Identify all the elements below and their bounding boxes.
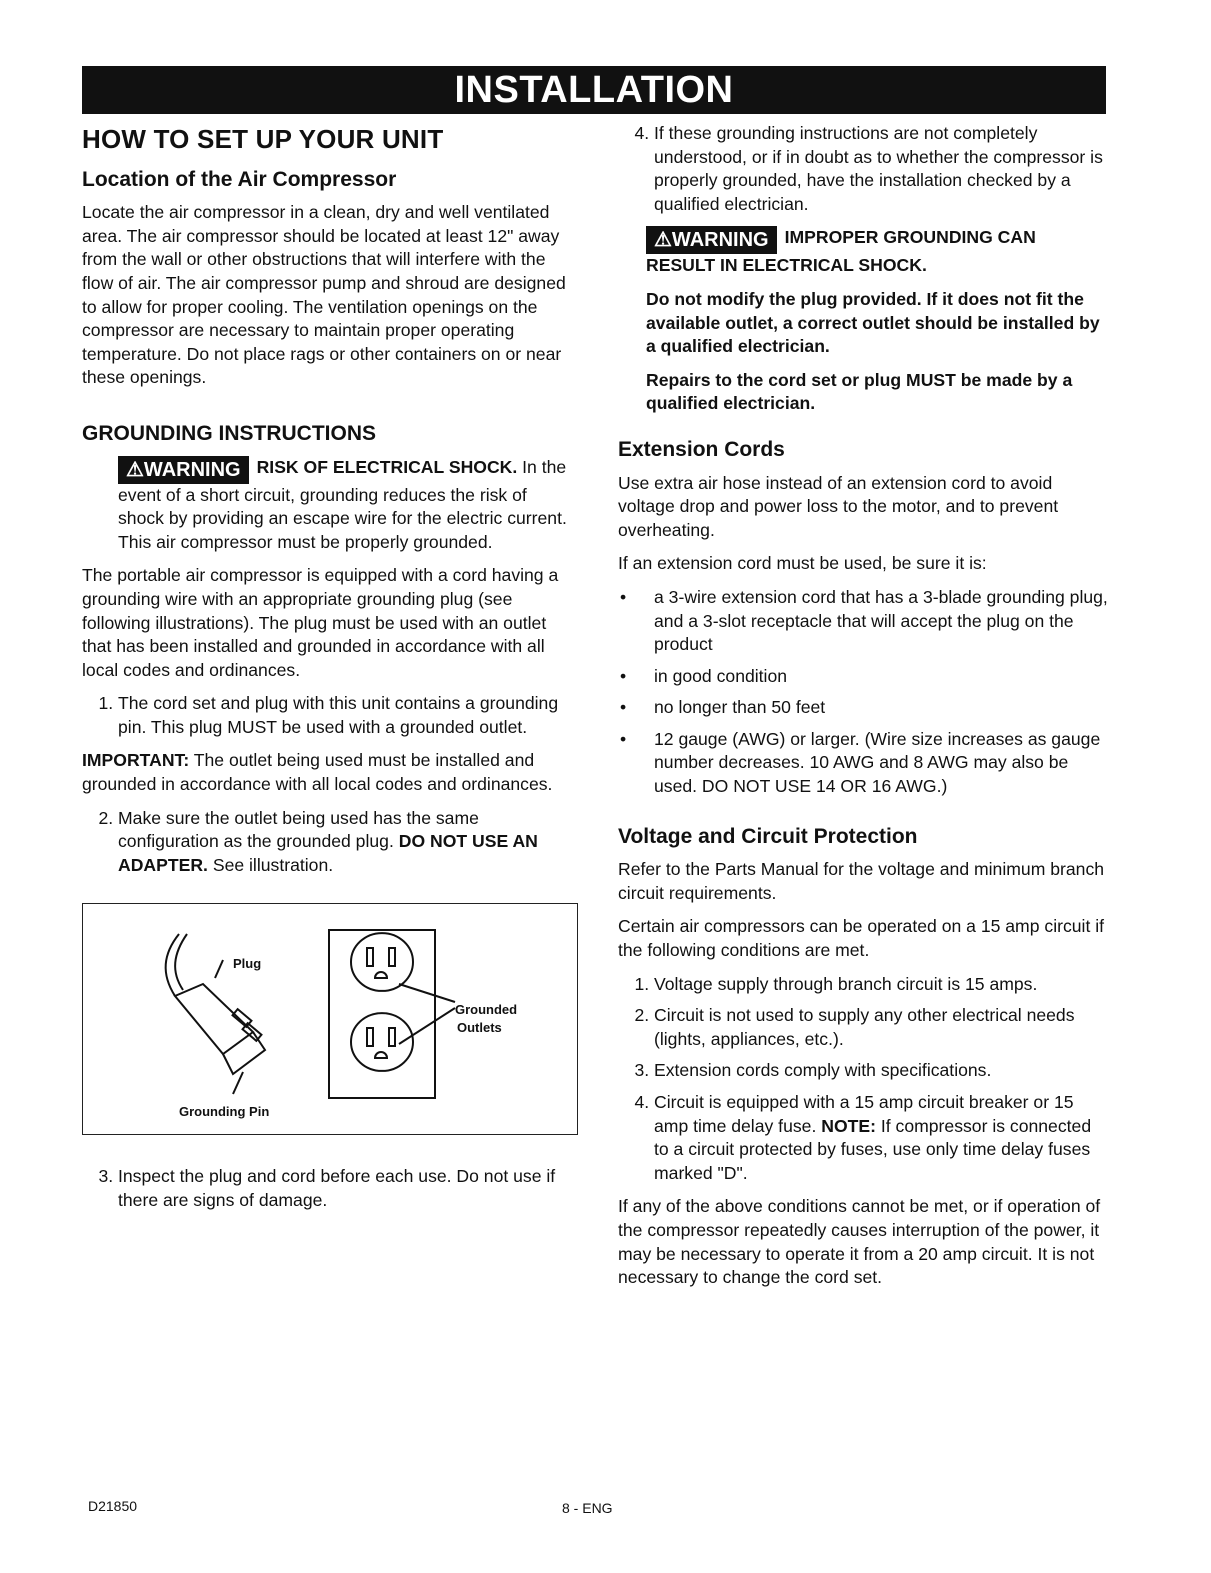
- grounding-pin-label: Grounding Pin: [179, 1104, 270, 1120]
- outlets-label-2: Outlets: [457, 1020, 502, 1036]
- voltage-list: [618, 973, 1108, 1186]
- item2-tail: See illustration.: [212, 854, 334, 875]
- extension-text-1: Use extra air hose instead of an extension cord to avoid voltage drop and power loss to the motor, and to prevent overheating.: [618, 472, 1059, 540]
- grounding-list-3: [82, 1165, 576, 1212]
- item2-text: Make sure the outlet being used has the same configuration as the grounded plug.: [118, 807, 479, 852]
- list-item: 1. The cord set and plug with this unit contains a grounding pin. This plug MUST be used with a grounded outlet.: [118, 692, 576, 739]
- right-column: [618, 122, 1108, 1300]
- grounding-heading: GROUNDING INSTRUCTIONS: [82, 421, 376, 445]
- list-item: [118, 807, 576, 878]
- list-item: • a 3-wire extension cord that has a 3-blade grounding plug, and a 3-slot receptacle that will accept the plug on the product: [654, 586, 1108, 657]
- extension-bullets: [618, 586, 1108, 799]
- note-label: NOTE:: [821, 1115, 876, 1136]
- grounding-list-4: [618, 122, 1108, 216]
- warning-improper-grounding: [646, 226, 1108, 416]
- warning-paragraph-1: Do not modify the plug provided. If it does not fit the available outlet, a correct outlet should be installed by a qualified electrician.: [646, 288, 1100, 357]
- plug-label: Plug: [233, 956, 262, 972]
- volt-item4-text: Circuit is equipped with a 15 amp circuit breaker or 15 amp time delay fuse.: [654, 1092, 1074, 1136]
- list-item: 3. Inspect the plug and cord before each use. Do not use if there are signs of damage.: [118, 1165, 576, 1212]
- page-title: HOW TO SET UP YOUR UNIT: [82, 124, 444, 154]
- plug-outlet-illustration: [82, 903, 578, 1135]
- list-item: • 12 gauge (AWG) or larger. (Wire size increases as gauge number decreases. 10 AWG and 8 AWG may also be used. DO NOT USE 14 OR 16 AWG.): [654, 728, 1108, 799]
- list-item: • in good condition: [654, 665, 1108, 689]
- list-item: 4. If these grounding instructions are not completely understood, or if in doubt as to whether the compressor is properly grounded, have the installation checked by a qualified electrician.: [654, 122, 1108, 216]
- important-label: IMPORTANT:: [82, 750, 190, 771]
- important-text: The outlet being used must be installed and grounded in accordance with all local codes and ordinances.: [82, 750, 553, 795]
- voltage-text-1: Refer to the Parts Manual for the voltage and minimum branch circuit requirements.: [618, 859, 1105, 903]
- extension-heading: Extension Cords: [618, 437, 785, 461]
- grounding-list-2: [82, 807, 576, 878]
- item2-bold: DO NOT USE AN ADAPTER.: [118, 831, 538, 875]
- volt-item4-note-text: If compressor is connected to a circuit protected by fuses, use only time delay fuses marked "D".: [654, 1115, 1092, 1183]
- warning-heading: IMPROPER GROUNDING CAN RESULT IN ELECTRICAL SHOCK.: [646, 227, 1036, 276]
- warning-badge: ⚠WARNING: [646, 226, 777, 254]
- list-item: 3. Extension cords comply with specifications.: [654, 1059, 1108, 1083]
- outlets-label-1: Grounded: [455, 1002, 518, 1018]
- voltage-heading: Voltage and Circuit Protection: [618, 824, 918, 848]
- warning-text: In the event of a short circuit, grounding reduces the risk of shock by providing an escape wire for the electric current. This air compressor must be properly grounded.: [118, 456, 567, 552]
- location-heading: Location of the Air Compressor: [82, 167, 397, 191]
- page-number: 8 - ENG: [562, 1500, 613, 1516]
- list-item: [654, 1091, 1108, 1185]
- warning-heading: RISK OF ELECTRICAL SHOCK.: [256, 456, 518, 477]
- left-column: [82, 122, 576, 1223]
- voltage-text-2: Certain air compressors can be operated on a 15 amp circuit if the following conditions are met.: [618, 916, 1105, 961]
- warning-paragraph-2: Repairs to the cord set or plug MUST be made by a qualified electrician.: [646, 369, 1073, 414]
- list-item: • no longer than 50 feet: [654, 696, 1108, 720]
- voltage-text-3: If any of the above conditions cannot be met, or if operation of the compressor repeatedly causes interruption of the power, it may be necessary to operate it from a 20 amp circuit. It is not necessary to change the cord set.: [618, 1196, 1101, 1288]
- important-paragraph: [82, 749, 576, 796]
- extension-text-2: If an extension cord must be used, be sure it is:: [618, 553, 987, 574]
- location-text: Locate the air compressor in a clean, dry and well ventilated area. The air compressor should be located at least 12" away from the wall or other obstructions that will interfere with the flow of air. The air compressor pump and shroud are designed to allow for proper cooling. The ventilation openings on the compressor are necessary to maintain proper operating temperature. Do not place rags or other containers on or near these openings.: [82, 202, 566, 388]
- warning-badge: ⚠WARNING: [118, 456, 249, 484]
- list-item: 2. Circuit is not used to supply any other electrical needs (lights, appliances, etc.).: [654, 1004, 1108, 1051]
- section-banner: INSTALLATION: [82, 66, 1106, 114]
- grounding-list-1: [82, 692, 576, 739]
- warning-risk-shock: [118, 456, 576, 555]
- document-code: D21850: [88, 1498, 138, 1514]
- cord-paragraph: The portable air compressor is equipped with a cord having a grounding wire with an appropriate grounding plug (see following illustrations). The plug must be used with an outlet that has been installed and grounded in accordance with all local codes and ordinances.: [82, 565, 559, 680]
- list-item: 1. Voltage supply through branch circuit is 15 amps.: [654, 973, 1108, 997]
